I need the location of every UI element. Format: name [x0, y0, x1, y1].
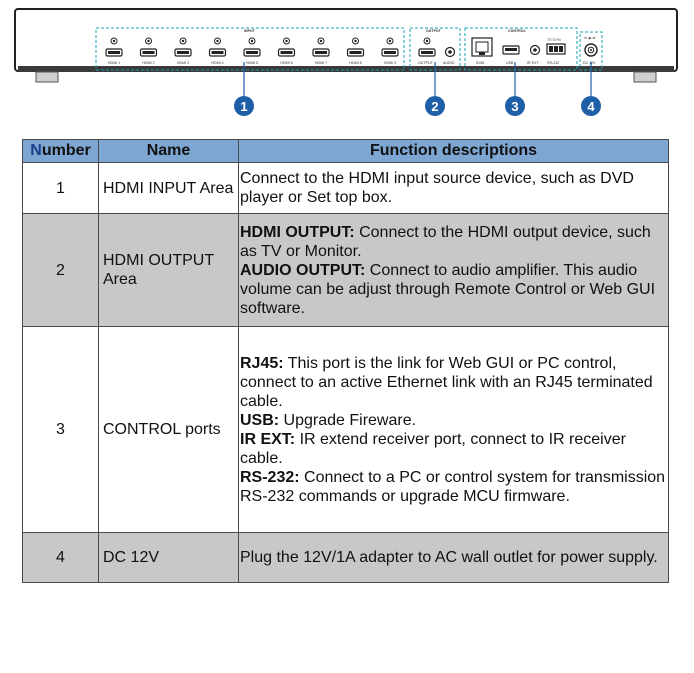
row-number: 2	[23, 214, 99, 327]
table-header-row	[23, 140, 669, 163]
desc-key: IR EXT:	[240, 430, 296, 448]
desc-text: Connect to a PC or control system for transmission RS-232 commands or upgrade MCU firmware.	[240, 468, 666, 505]
table-row	[23, 533, 669, 583]
desc-key: HDMI OUTPUT:	[240, 223, 355, 241]
input-group-label: INPUT	[244, 29, 255, 33]
desc-text: Connect to the HDMI output device, such as TV or Monitor.	[240, 223, 651, 260]
row-number: 4	[23, 533, 99, 583]
desc-key: USB:	[240, 411, 280, 429]
callout-2-label: 2	[431, 99, 439, 114]
audio-port-label: AUDIO	[443, 61, 455, 65]
callout-markers	[0, 60, 694, 120]
hdmi-input-label: HDMI 8	[349, 61, 362, 65]
desc-text: IR extend receiver port, connect to IR receiver cable.	[240, 430, 626, 467]
hdmi-input-label: HDMI 2	[142, 61, 155, 65]
desc-line	[240, 261, 667, 318]
row-description	[239, 533, 669, 583]
desc-line	[240, 430, 667, 468]
row-number: 1	[23, 163, 99, 214]
function-table	[22, 139, 669, 583]
desc-line	[240, 468, 667, 506]
desc-key: RS-232:	[240, 468, 300, 486]
callout-4-label: 4	[587, 99, 595, 114]
callout-3-label: 3	[511, 99, 519, 114]
table-row	[23, 214, 669, 327]
desc-line	[240, 354, 667, 411]
control-group-label: CONTROL	[508, 29, 526, 33]
row-description	[239, 327, 669, 533]
header-number: Number	[23, 140, 99, 163]
rs232-pin-labels: TX G Rx	[547, 38, 561, 42]
output-group-label: OUTPUT	[426, 29, 441, 33]
row-number: 3	[23, 327, 99, 533]
callout-1-label: 1	[240, 99, 248, 114]
header-name: Name	[99, 140, 239, 163]
desc-line	[240, 411, 667, 430]
hdmi-input-label: HDMI 7	[314, 61, 328, 65]
dc-label: DC 12V	[583, 61, 596, 65]
desc-line	[240, 223, 667, 261]
rj45-label: RJ45	[476, 61, 485, 65]
desc-key: RJ45:	[240, 354, 284, 372]
hdmi-input-label: HDMI 4	[211, 61, 224, 65]
table-body	[23, 163, 669, 583]
desc-text: Upgrade Fireware.	[279, 411, 417, 429]
row-description	[239, 163, 669, 214]
row-name: HDMI INPUT Area	[99, 163, 239, 214]
desc-text: Plug the 12V/1A adapter to AC wall outlet for power supply.	[240, 549, 658, 566]
row-description	[239, 214, 669, 327]
hdmi-input-label: HDMI 9	[383, 61, 397, 65]
table-row	[23, 327, 669, 533]
dc-polarity-icon: ⊖-◉-⊕	[584, 36, 596, 40]
desc-text: Connect to audio amplifier. This audio volume can be adjust through Remote Control or Web GUI software.	[240, 261, 656, 317]
hdmi-input-label: HDMI 6	[280, 61, 293, 65]
hdmi-input-label: HDMI 5	[245, 61, 259, 65]
row-name: DC 12V	[99, 533, 239, 583]
hdmi-input-label: HDMI 3	[176, 61, 190, 65]
rs232-label: RS-232	[547, 61, 560, 65]
usb-label: USB	[506, 61, 514, 65]
ir-ext-label: IR EXT	[527, 61, 539, 65]
desc-key: AUDIO OUTPUT:	[240, 261, 366, 279]
table-row	[23, 163, 669, 214]
desc-text: Connect to the HDMI input source device, such as DVD player or Set top box.	[240, 170, 634, 206]
hdmi-input-label: HDMI 1	[107, 61, 121, 65]
row-name: CONTROL ports	[99, 327, 239, 533]
header-desc: Function descriptions	[239, 140, 669, 163]
desc-text: This port is the link for Web GUI or PC control, connect to an active Ethernet link with an RJ45 terminated cable.	[240, 354, 653, 410]
output-port-label: OUTPUT	[418, 61, 433, 65]
row-name: HDMI OUTPUT Area	[99, 214, 239, 327]
